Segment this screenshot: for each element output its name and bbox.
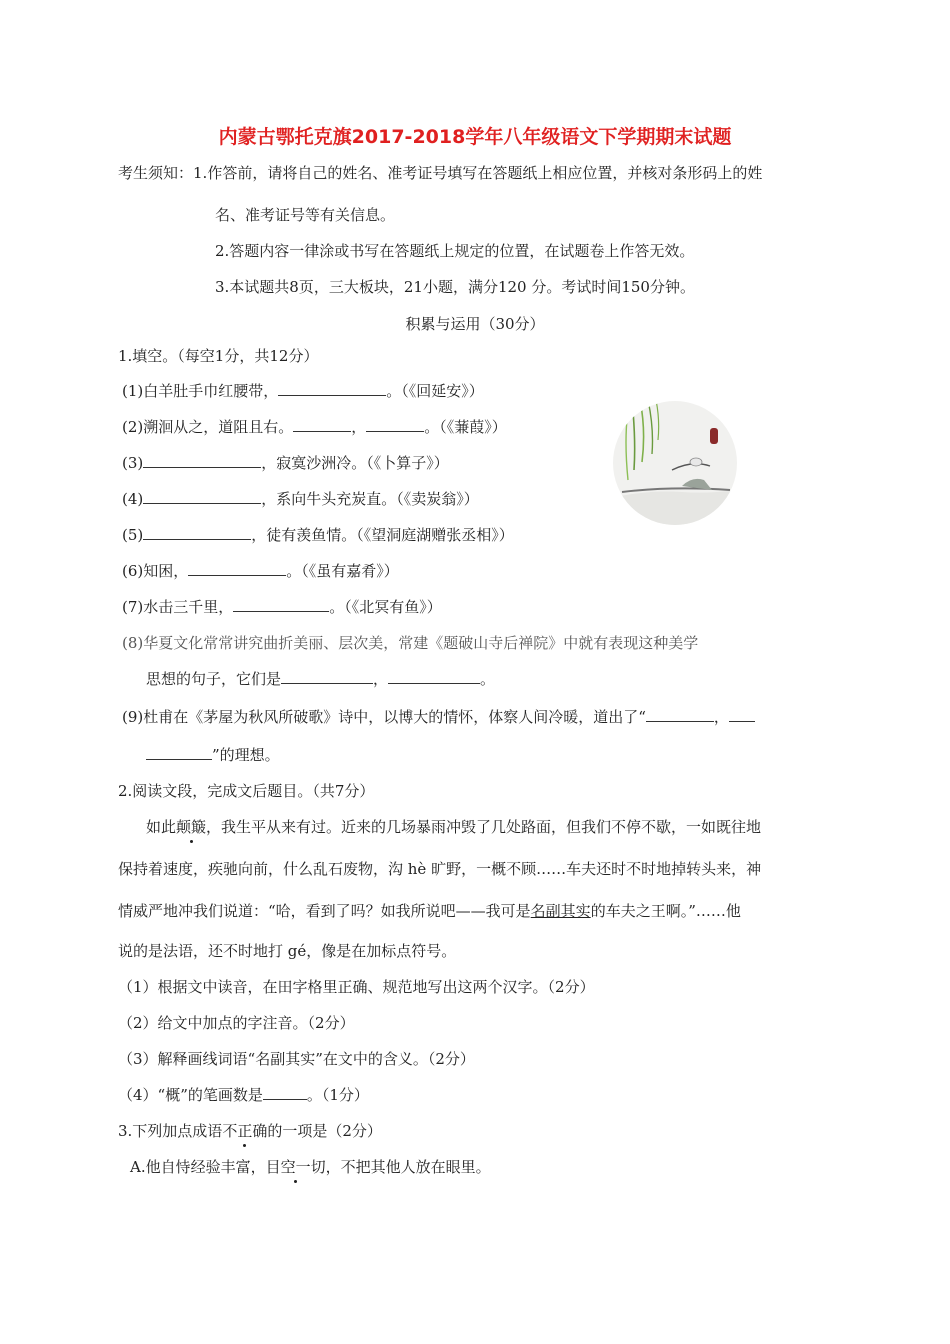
willow-bird-illustration-icon bbox=[612, 400, 738, 526]
answer-blank bbox=[188, 560, 286, 576]
dotted-word: 目空一切 bbox=[265, 1158, 326, 1176]
q3-option-a: A.他自恃经验丰富，目空一切，不把其他人放在眼里。 bbox=[130, 1158, 491, 1176]
q2-sub-4: （4）“概”的笔画数是 。（1分） bbox=[118, 1086, 369, 1104]
underlined-word: 名副其实 bbox=[530, 902, 591, 920]
q1-heading: 1.填空。（每空1分，共12分） bbox=[118, 347, 319, 365]
notice-line-1: 考生须知：1.作答前，请将自己的姓名、准考证号填写在答题纸上相应位置，并核对条形码上的姓 bbox=[118, 164, 763, 182]
q1-item-6: (6)知困， 。（《虽有嘉肴》） bbox=[122, 562, 399, 580]
q1-item-8-cont: 思想的句子，它们是 ， 。 bbox=[146, 670, 496, 688]
q1-item-2: (2)溯洄从之，道阻且右。 ， 。（《蒹葭》） bbox=[122, 418, 507, 436]
q1-item-9: (9)杜甫在《茅屋为秋风所破歌》诗中，以博大的情怀，体察人间冷暖，道出了“ ， bbox=[122, 706, 755, 728]
q2-passage-line-4: 说的是法语，还不时地打 gé，像是在加标点符号。 bbox=[118, 942, 457, 960]
answer-blank bbox=[263, 1084, 307, 1100]
q2-sub-2: （2）给文中加点的字注音。（2分） bbox=[118, 1014, 355, 1032]
answer-blank bbox=[293, 416, 351, 432]
answer-blank bbox=[143, 524, 251, 540]
q2-sub-1: （1）根据文中读音，在田字格里正确、规范地写出这两个汉字。（2分） bbox=[118, 978, 595, 996]
answer-blank bbox=[146, 744, 212, 760]
answer-blank bbox=[729, 706, 755, 722]
answer-blank bbox=[143, 488, 261, 504]
q1-item-4: (4) ，系向牛头充炭直。（《卖炭翁》） bbox=[122, 490, 479, 508]
q1-item-1: (1)白羊肚手巾红腰带， 。（《回延安》） bbox=[122, 382, 484, 400]
answer-blank bbox=[143, 452, 261, 468]
q1-item-7: (7)水击三千里， 。（《北冥有鱼》） bbox=[122, 598, 442, 616]
q2-passage-line-3: 情威严地冲我们说道：“哈，看到了吗？如我所说吧——我可是名副其实的车夫之王啊。”……他 bbox=[118, 902, 741, 920]
answer-blank bbox=[646, 706, 714, 722]
section-heading: 积累与运用（30分） bbox=[405, 315, 545, 333]
notice-line-1b: 名、准考证号等有关信息。 bbox=[215, 206, 396, 224]
notice-line-2: 2.答题内容一律涂或书写在答题纸上规定的位置，在试题卷上作答无效。 bbox=[215, 242, 695, 260]
answer-blank bbox=[281, 668, 373, 684]
dotted-word: 颠簸 bbox=[176, 818, 207, 836]
dotted-word: 不正确 bbox=[222, 1122, 268, 1140]
q2-heading: 2.阅读文段，完成文后题目。（共7分） bbox=[118, 782, 375, 800]
q1-item-8: (8)华夏文化常常讲究曲折美丽、层次美，常建《题破山寺后禅院》中就有表现这种美学 bbox=[122, 634, 699, 652]
answer-blank bbox=[366, 416, 424, 432]
notice-line-3: 3.本试题共8页，三大板块，21小题，满分120 分。考试时间150分钟。 bbox=[215, 278, 695, 296]
q1-item-9-cont: ”的理想。 bbox=[146, 744, 280, 766]
q2-passage-line-1: 如此颠簸，我生平从来有过。近来的几场暴雨冲毁了几处路面，但我们不停不歇，一如既往地 bbox=[146, 818, 762, 836]
q1-item-3: (3) ，寂寞沙洲冷。（《卜算子》） bbox=[122, 454, 449, 472]
answer-blank bbox=[388, 668, 480, 684]
q2-passage-line-2: 保持着速度，疾驰向前，什么乱石废物，沟 hè 旷野，一概不顾……车夫还时不时地掉转头来，神 bbox=[118, 860, 762, 878]
q2-sub-3: （3）解释画线词语“名副其实”在文中的含义。（2分） bbox=[118, 1050, 475, 1068]
answer-blank bbox=[233, 596, 329, 612]
answer-blank bbox=[278, 380, 386, 396]
q1-item-5: (5) ，徒有羡鱼情。（《望洞庭湖赠张丞相》） bbox=[122, 526, 514, 544]
page-title: 内蒙古鄂托克旗2017-2018学年八年级语文下学期期末试题 bbox=[218, 126, 732, 148]
q3-heading: 3.下列加点成语不正确的一项是（2分） bbox=[118, 1122, 382, 1140]
